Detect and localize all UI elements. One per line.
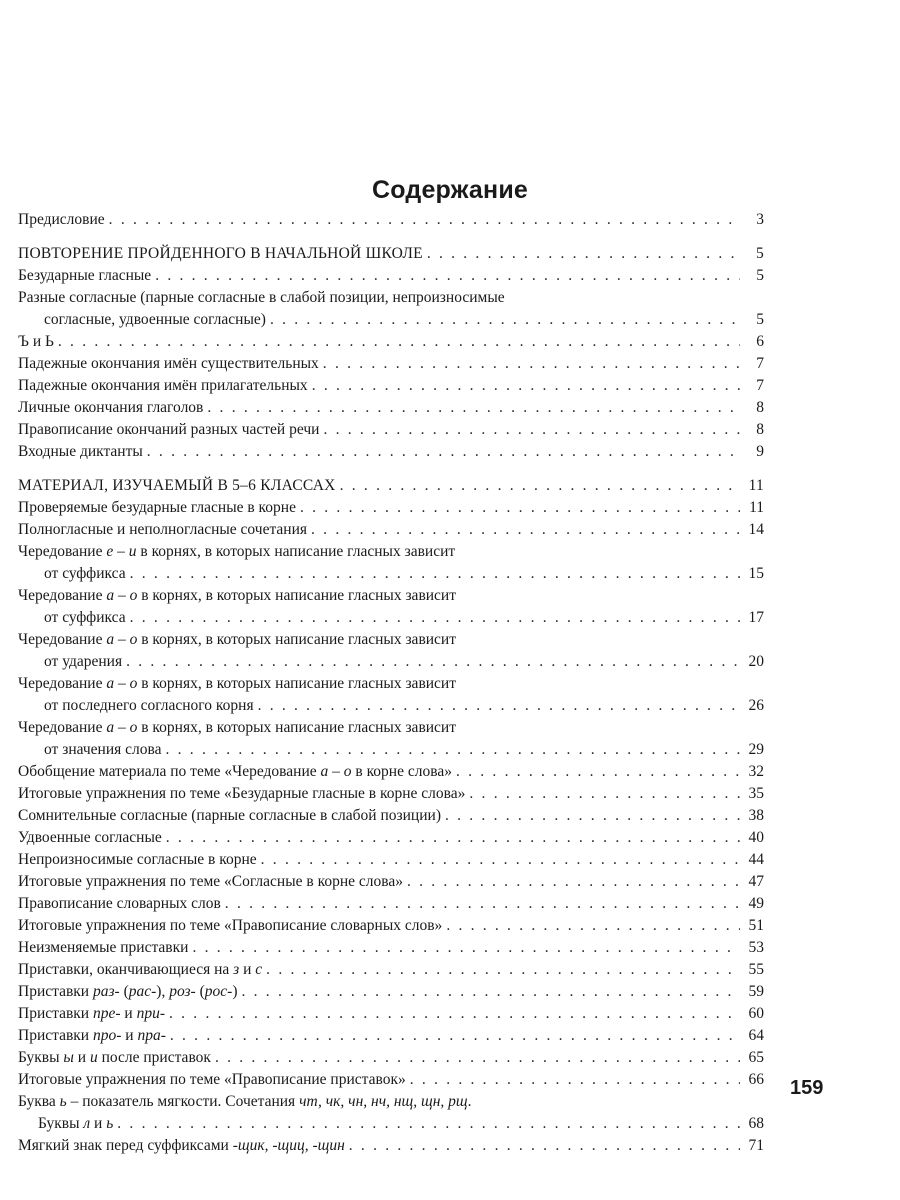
toc-entry[interactable] <box>18 265 764 287</box>
entry-text: Падежные окончания имён прилагательных <box>18 377 308 394</box>
entry-page-number: 15 <box>748 565 764 582</box>
toc-entry[interactable] <box>18 1025 764 1047</box>
dot-leader <box>469 783 740 805</box>
section-gap <box>18 463 764 475</box>
entry-page-number: 53 <box>748 939 764 956</box>
entry-page-number: 6 <box>756 333 764 350</box>
toc-entry[interactable] <box>18 375 764 397</box>
entry-italic-text: а – о <box>106 631 138 648</box>
entry-italic-text: раз- <box>92 983 120 1000</box>
entry-italic-text: л <box>83 1115 91 1132</box>
toc-entry[interactable] <box>18 353 764 375</box>
toc-entry[interactable] <box>18 827 764 849</box>
dot-leader <box>215 1047 740 1069</box>
entry-page-number: 20 <box>748 653 764 670</box>
entry-text: Предисловие <box>18 211 105 228</box>
dot-leader <box>192 937 740 959</box>
entry-page-number: 5 <box>756 245 764 262</box>
toc-entry[interactable] <box>18 893 764 915</box>
entry-page-number: 44 <box>748 851 764 868</box>
entry-page-number: 40 <box>748 829 764 846</box>
entry-text: Приставки, оканчивающиеся на <box>18 961 234 978</box>
entry-page-number: 47 <box>748 873 764 890</box>
dot-leader <box>258 695 740 717</box>
toc-entry[interactable] <box>18 287 764 331</box>
toc-entry[interactable] <box>18 761 764 783</box>
toc-entry[interactable] <box>18 419 764 441</box>
entry-text: Ъ и Ь <box>18 333 54 350</box>
entry-text: от суффикса <box>44 609 126 626</box>
toc-entry[interactable] <box>18 629 764 673</box>
entry-text: Обобщение материала по теме «Чередование <box>18 763 321 780</box>
entry-text: ( <box>195 983 205 1000</box>
entry-page-number: 9 <box>756 443 764 460</box>
toc-entry[interactable] <box>18 1091 764 1135</box>
entry-italic-text: с <box>255 961 263 978</box>
entry-text: Итоговые упражнения по теме «Безударные гласные в корне слова» <box>18 785 466 802</box>
dot-leader <box>261 849 740 871</box>
toc-entry[interactable] <box>18 783 764 805</box>
entry-text: Личные окончания глаголов <box>18 399 204 416</box>
entry-text: . <box>467 1093 472 1110</box>
page-title: Содержание <box>371 176 529 204</box>
dot-leader <box>270 309 740 331</box>
entry-text: от суффикса <box>44 565 126 582</box>
entry-page-number: 11 <box>748 477 764 494</box>
toc-entry[interactable] <box>18 497 764 519</box>
entry-page-number: 7 <box>756 355 764 372</box>
entry-text: в корнях, в которых написание гласных зависит <box>137 587 457 604</box>
entry-page-number: 49 <box>748 895 764 912</box>
entry-text: и <box>90 1115 107 1132</box>
entry-page-number: 60 <box>748 1005 764 1022</box>
entry-text: Чередование <box>18 719 107 736</box>
entry-page-number: 55 <box>748 961 764 978</box>
entry-text: Чередование <box>18 543 107 560</box>
entry-page-number: 59 <box>748 983 764 1000</box>
toc-entry[interactable] <box>18 585 764 629</box>
entry-text: и <box>239 961 256 978</box>
entry-text: в корнях, в которых написание гласных зависит <box>136 543 456 560</box>
entry-text: Непроизносимые согласные в корне <box>18 851 257 868</box>
entry-italic-text: и <box>89 1049 98 1066</box>
entry-text: Безударные гласные <box>18 267 152 284</box>
toc-entry[interactable] <box>18 1135 764 1157</box>
toc-entry[interactable] <box>18 849 764 871</box>
entry-text: Падежные окончания имён существительных <box>18 355 319 372</box>
entry-italic-text: ь <box>106 1115 114 1132</box>
entry-italic-text: а – о <box>106 587 138 604</box>
entry-page-number: 7 <box>756 377 764 394</box>
entry-page-number: 66 <box>748 1071 764 1088</box>
entry-text: Приставки <box>18 1005 93 1022</box>
entry-text: Итоговые упражнения по теме «Правописание приставок» <box>18 1071 406 1088</box>
toc-entry[interactable] <box>18 915 764 937</box>
entry-italic-text: пра- <box>137 1027 166 1044</box>
entry-text: ( <box>119 983 129 1000</box>
toc-entry[interactable] <box>18 1003 764 1025</box>
entry-text: Буквы <box>18 1049 64 1066</box>
dot-leader <box>311 519 740 541</box>
entry-page-number: 29 <box>748 741 764 758</box>
entry-text: Входные диктанты <box>18 443 143 460</box>
entry-italic-text: е – и <box>106 543 137 560</box>
dot-leader <box>170 1025 740 1047</box>
toc-entry[interactable] <box>18 959 764 981</box>
entry-page-number: 8 <box>756 399 764 416</box>
entry-italic-text: ы <box>63 1049 74 1066</box>
entry-italic-text: з <box>233 961 240 978</box>
dot-leader <box>312 375 740 397</box>
dot-leader <box>130 563 740 585</box>
entry-text: от значения слова <box>44 741 162 758</box>
dot-leader <box>169 1003 740 1025</box>
entry-text: после приставок <box>97 1049 211 1066</box>
entry-text: Мягкий знак перед суффиксами <box>18 1137 233 1154</box>
entry-text: Буквы <box>38 1115 84 1132</box>
entry-italic-text: ь <box>59 1093 67 1110</box>
dot-leader <box>445 805 740 827</box>
entry-page-number: 68 <box>748 1115 764 1132</box>
section-gap <box>18 231 764 243</box>
toc-entry[interactable] <box>18 805 764 827</box>
entry-page-number: 26 <box>748 697 764 714</box>
entry-text: Правописание словарных слов <box>18 895 221 912</box>
toc-entry[interactable] <box>18 717 764 761</box>
entry-italic-text: а – о <box>106 675 138 692</box>
entry-text: Разные согласные (парные согласные в слабой позиции, непроизносимые <box>18 289 505 306</box>
entry-page-number: 35 <box>748 785 764 802</box>
entry-text: Правописание окончаний разных частей речи <box>18 421 320 438</box>
toc-entry[interactable] <box>18 541 764 585</box>
entry-text: Чередование <box>18 631 107 648</box>
entry-text: от последнего согласного корня <box>44 697 254 714</box>
dot-leader <box>410 1069 740 1091</box>
entry-page-number: 71 <box>748 1137 764 1154</box>
dot-leader <box>266 959 740 981</box>
entry-italic-text: рос- <box>204 983 233 1000</box>
entry-page-number: 32 <box>748 763 764 780</box>
entry-text: и <box>73 1049 90 1066</box>
entry-text: Неизменяемые приставки <box>18 939 189 956</box>
entry-page-number: 5 <box>756 311 764 328</box>
dot-leader <box>323 419 740 441</box>
toc-entry[interactable] <box>18 243 764 265</box>
toc-entry[interactable] <box>18 475 764 497</box>
dot-leader <box>166 739 741 761</box>
entry-text: и <box>121 1027 138 1044</box>
entry-text: ПОВТОРЕНИЕ ПРОЙДЕННОГО В НАЧАЛЬНОЙ ШКОЛЕ <box>18 245 423 262</box>
dot-leader <box>126 651 740 673</box>
toc-entry[interactable] <box>18 397 764 419</box>
entry-italic-text: рас- <box>128 983 157 1000</box>
entry-text: и <box>120 1005 137 1022</box>
entry-text: Чередование <box>18 675 107 692</box>
dot-leader <box>225 893 740 915</box>
entry-text: Приставки <box>18 1027 93 1044</box>
dot-leader <box>166 827 740 849</box>
toc-entry[interactable] <box>18 981 764 1003</box>
entry-italic-text: чт, чк, чн, нч, нщ, щн, рщ <box>299 1093 468 1110</box>
dot-leader <box>446 915 740 937</box>
dot-leader <box>300 497 740 519</box>
entry-page-number: 65 <box>748 1049 764 1066</box>
toc-entry[interactable] <box>18 1069 764 1091</box>
entry-page-number: 11 <box>749 499 764 516</box>
entry-italic-text: при- <box>136 1005 165 1022</box>
dot-leader <box>323 353 740 375</box>
dot-leader <box>407 871 740 893</box>
show-through-bleed <box>0 0 900 185</box>
dot-leader <box>58 331 740 353</box>
entry-page-number: 17 <box>748 609 764 626</box>
dot-leader <box>242 981 741 1003</box>
entry-italic-text: а – о <box>320 763 352 780</box>
entry-text: Буква <box>18 1093 60 1110</box>
entry-text: Проверяемые безударные гласные в корне <box>18 499 296 516</box>
toc-entry[interactable] <box>18 1047 764 1069</box>
dot-leader <box>109 209 740 231</box>
entry-text: Полногласные и неполногласные сочетания <box>18 521 308 538</box>
dot-leader <box>340 475 740 497</box>
toc-entry[interactable] <box>18 937 764 959</box>
toc-entry[interactable] <box>18 519 764 541</box>
entry-page-number: 38 <box>748 807 764 824</box>
entry-italic-text: про- <box>92 1027 122 1044</box>
entry-text: Итоговые упражнения по теме «Согласные в корне слова» <box>18 873 403 890</box>
dot-leader <box>155 265 740 287</box>
toc-entry[interactable] <box>18 673 764 717</box>
entry-text: ), <box>156 983 170 1000</box>
entry-text: МАТЕРИАЛ, ИЗУЧАЕМЫЙ В 5–6 КЛАССАХ <box>18 477 336 494</box>
entry-text: согласные, удвоенные согласные) <box>44 311 266 328</box>
entry-italic-text: а – о <box>106 719 138 736</box>
entry-text: ) <box>232 983 238 1000</box>
dot-leader <box>427 243 740 265</box>
dot-leader <box>117 1113 740 1135</box>
entry-text: Итоговые упражнения по теме «Правописание словарных слов» <box>18 917 443 934</box>
entry-italic-text: -щик, -щиц, -щин <box>232 1137 345 1154</box>
table-of-contents <box>18 209 764 1157</box>
entry-page-number: 14 <box>748 521 764 538</box>
dot-leader <box>456 761 740 783</box>
entry-text: Сомнительные согласные (парные согласные в слабой позиции) <box>18 807 441 824</box>
entry-text: Удвоенные согласные <box>18 829 162 846</box>
entry-text: Приставки <box>18 983 93 1000</box>
entry-text: – показатель мягкости. Сочетания <box>66 1093 300 1110</box>
entry-text: Чередование <box>18 587 107 604</box>
entry-page-number: 8 <box>756 421 764 438</box>
entry-text: в корне слова» <box>351 763 452 780</box>
entry-text: от ударения <box>44 653 123 670</box>
entry-italic-text: пре- <box>92 1005 121 1022</box>
toc-entry[interactable] <box>18 209 764 231</box>
toc-entry[interactable] <box>18 871 764 893</box>
entry-page-number: 3 <box>756 211 764 228</box>
dot-leader <box>147 441 740 463</box>
toc-entry[interactable] <box>18 441 764 463</box>
entry-page-number: 5 <box>756 267 764 284</box>
entry-text: в корнях, в которых написание гласных зависит <box>137 675 457 692</box>
entry-page-number: 64 <box>748 1027 764 1044</box>
dot-leader <box>349 1135 740 1157</box>
dot-leader <box>130 607 740 629</box>
toc-entry[interactable] <box>18 331 764 353</box>
dot-leader <box>207 397 740 419</box>
page-number: 159 <box>790 1077 824 1099</box>
entry-text: в корнях, в которых написание гласных зависит <box>137 631 457 648</box>
entry-italic-text: роз- <box>169 983 196 1000</box>
entry-text: в корнях, в которых написание гласных зависит <box>137 719 457 736</box>
entry-page-number: 51 <box>748 917 764 934</box>
